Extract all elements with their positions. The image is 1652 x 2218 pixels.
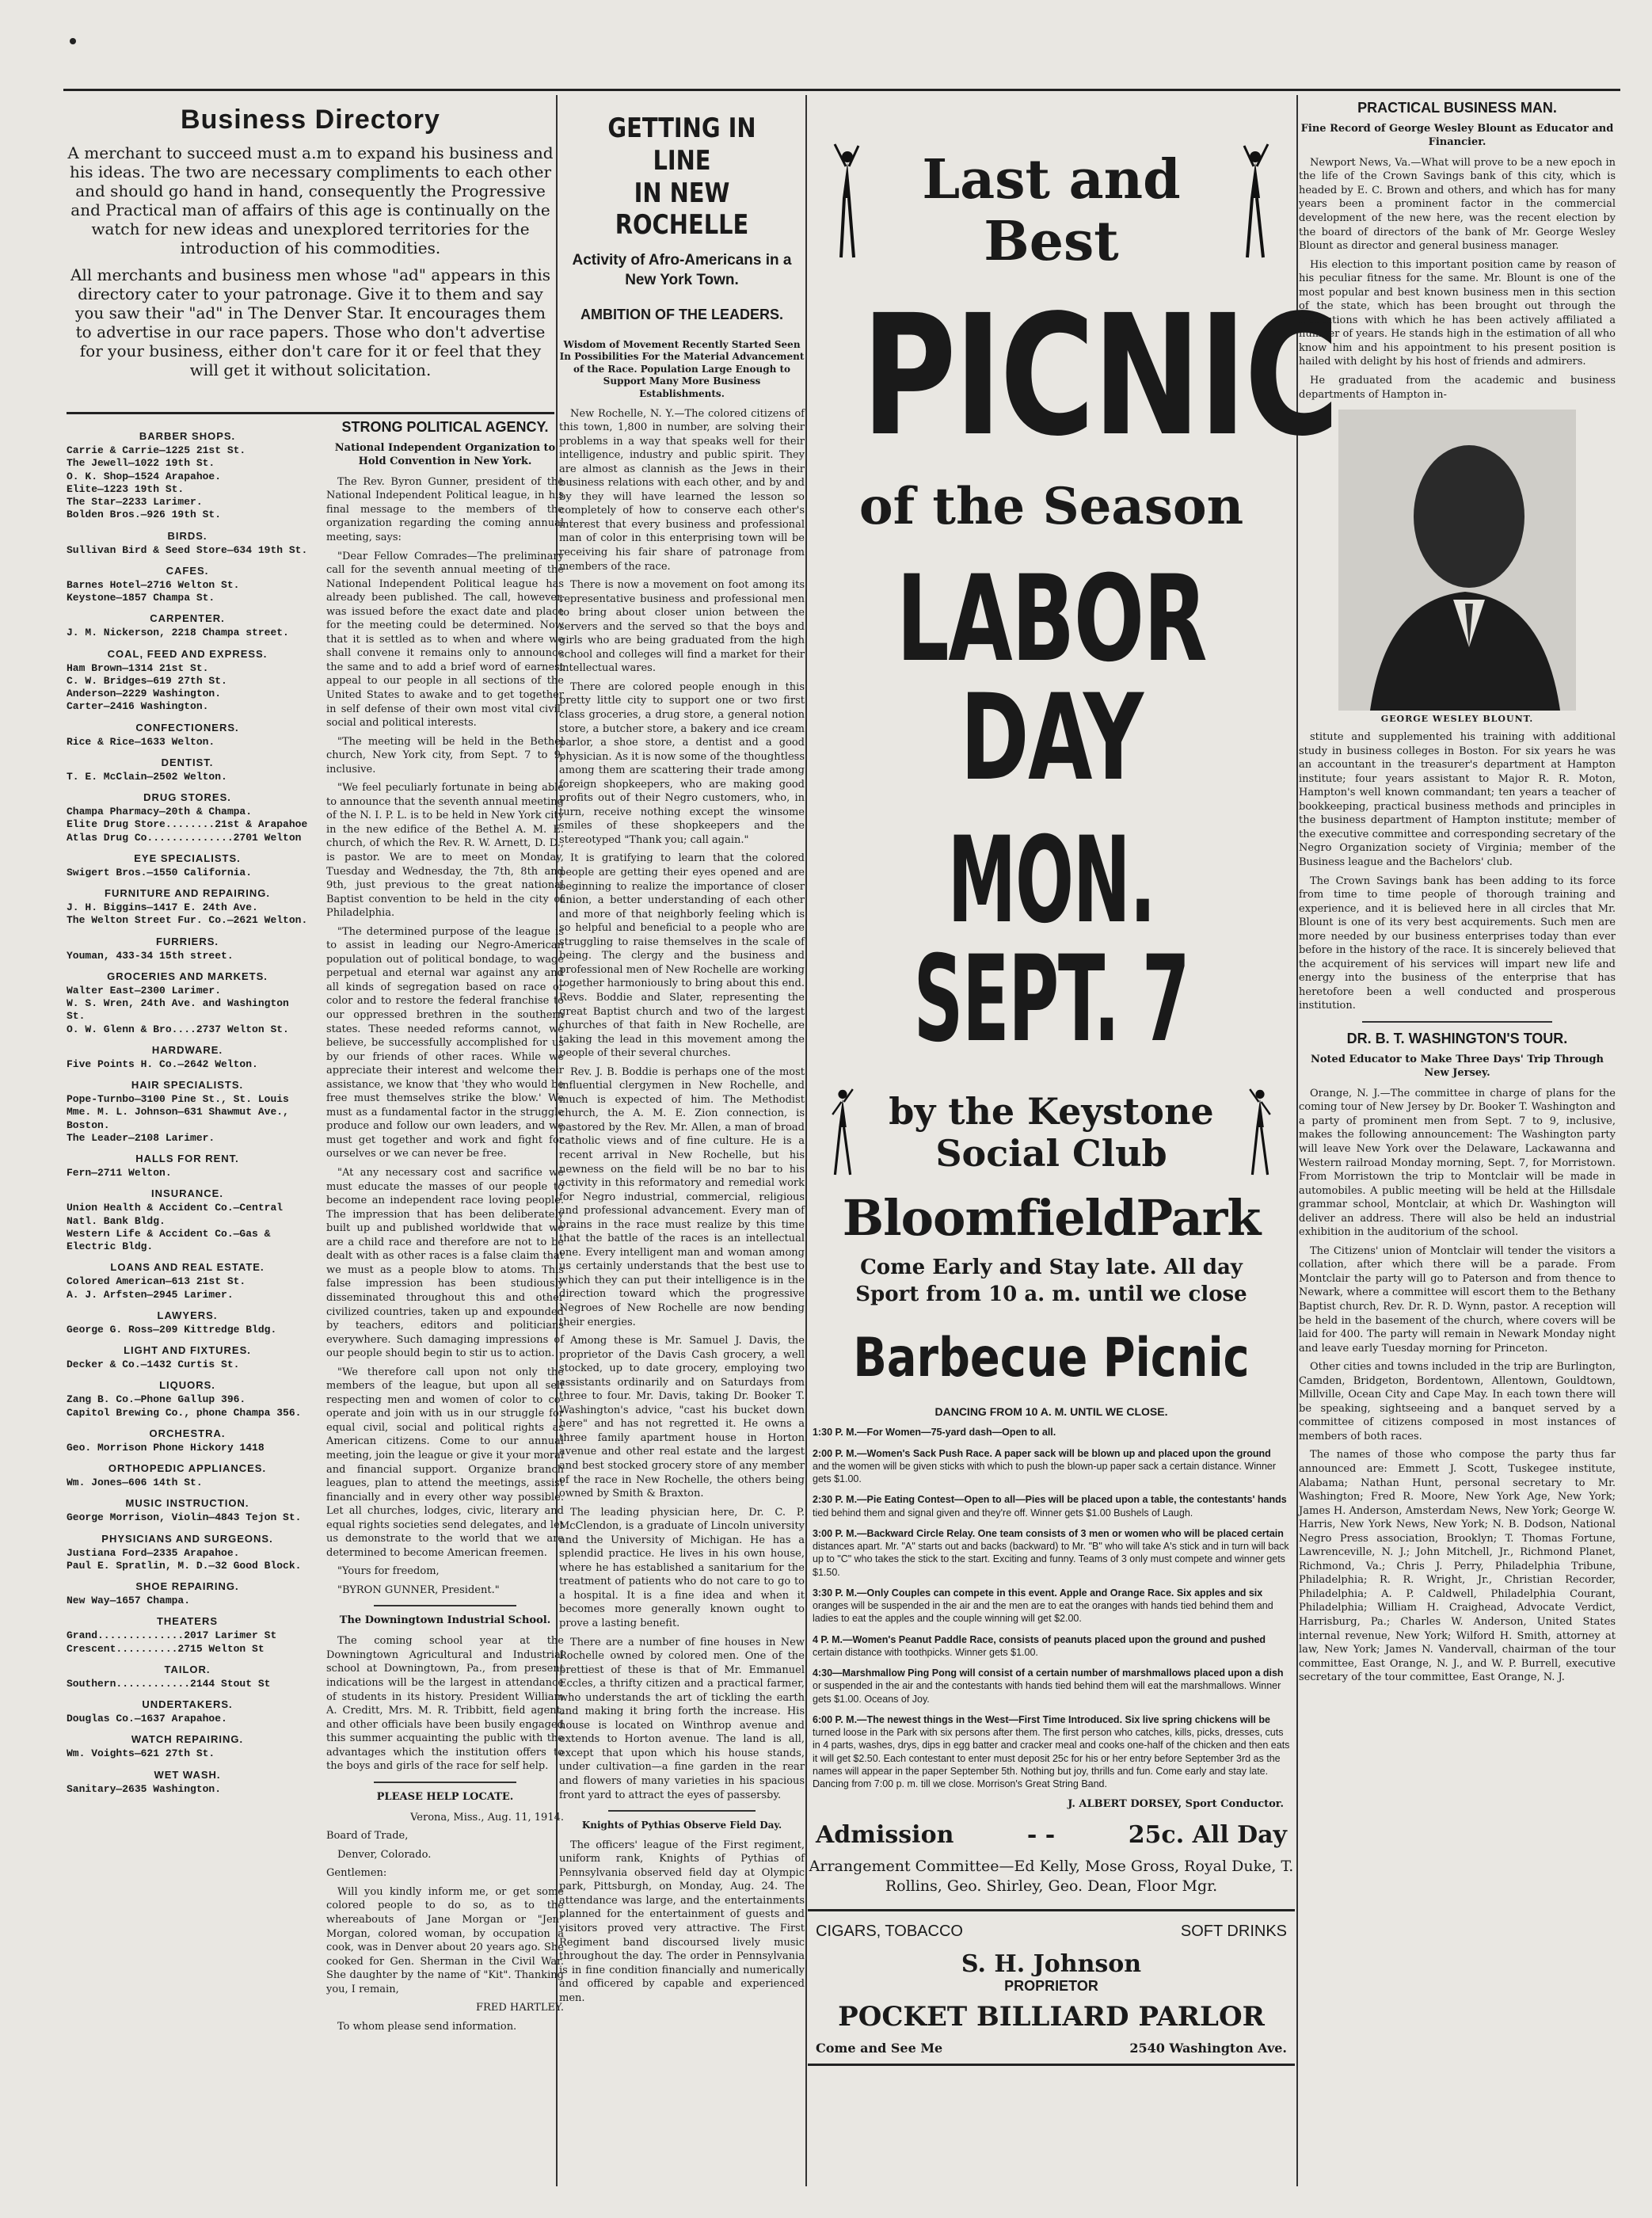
divider [374,1782,516,1783]
rochelle-paragraph: New Rochelle, N. Y.—The colored citizens of this town, 1,800 in number, are solving their problems in a way that speaks well for their intelligence, industry and public spirit. They are almost as clannish as the Jews in their business relations with each other, and by and by they will have learned the lesson so completely of how to conserve each other's interest that every business and professional man of color in this enterprising town will be receiving his fair share of patronage from members of the race. [559,407,805,573]
directory-title: Business Directory [181,105,440,135]
directory-section-heading: TAILOR. [164,1663,211,1675]
directory-entry: Carter—2416 Washington. [67,700,209,713]
directory-entry: T. E. McClain—2502 Welton. [67,770,227,783]
event-item: 2:30 P. M.—Pie Eating Contest—Open to all—Pies will be placed upon a table, the contestants' hands tied behind them and signal given and they're off. Winner gets $1.00 Bushels of Laugh. [813,1494,1287,1519]
directory-entry: Walter East—2300 Larimer. [67,984,222,997]
directory-section-heading: WET WASH. [154,1768,221,1781]
come-early-text [808,1255,1295,1309]
washington-paragraph: The Citizens' union of Montclair will tender the visitors a collation, after which there will be a parade. From Montclair the party will go to Paterson and from thence to Newark, where a committee will escort them to the Bethany Baptist church, Rev. Dr. R. D. Wynn, pastor. A reception will be held in the basement of the church, where covers will be laid for 400. The party will remain in Newark Monday night and leave early Tuesday morning for Princeton. [1299,1244,1616,1355]
directory-section [67,1615,308,1656]
come-early-line: Sport from 10 a. m. until we close [855,1282,1247,1306]
locate-signature: FRED HARTLEY. [476,2002,564,2014]
directory-section [67,1769,308,1796]
divider [374,1605,516,1606]
come-early-line: Come Early and Stay late. All day [860,1255,1243,1279]
directory-section [67,1698,308,1725]
directory-section [67,1733,308,1760]
directory-entry: Mme. M. L. Johnson—631 Shawmut Ave., Boston. [67,1106,289,1131]
picnic-advertisement [808,95,1338,2202]
portrait-caption: GEORGE WESLEY BLOUNT. [1380,714,1534,725]
admission-dashes: - - [1026,1821,1056,1850]
directory-section [67,852,308,879]
directory-section-heading: GROCERIES AND MARKETS. [107,970,268,982]
directory-entry: Five Points H. Co.—2642 Welton. [67,1058,258,1070]
directory-intro-paragraph: A merchant to succeed must a.m to expand his business and his ideas. The two are necessary compliments to each other and should go hand in hand, consequently the Progressive and Practical man of affairs of this age is continually on the watch for new ideas and unexplored territories for the introduction of his commodities. [67,143,554,257]
right-column [1299,95,1616,2202]
directory-section-heading: INSURANCE. [151,1187,223,1200]
directory-intro [67,143,554,379]
directory-entry: Crescent..........2715 Welton St [67,1642,265,1655]
blount-body [1299,156,1616,402]
directory-entry: The Welton Street Fur. Co.—2621 Welton. [67,914,308,927]
directory-entry: Sanitary—2635 Washington. [67,1782,222,1795]
rochelle-headline-line: IN NEW ROCHELLE [615,177,749,242]
directory-entry: Ham Brown—1314 21st St. [67,661,209,674]
directory-section [67,1187,308,1253]
downingtown-headline: The Downingtown Industrial School. [339,1614,551,1627]
locate-body: Will you kindly inform me, or get some colored people to do so, as to the whereabouts of Jane Morgan or "Jen" Morgan, colored woman, by occupation a cook, was in Denver about 20 years ago. She cooked for Gen. Sherman in the Civil War. She daughter by the name of "Kit". Thanking you, I remain, [326,1885,564,1995]
directory-section-heading: CARPENTER. [150,612,225,625]
proprietor-name: S. H. Johnson [961,1949,1142,1978]
directory-entry: Atlas Drug Co..............2701 Welton [67,831,302,844]
washington-headline: DR. B. T. WASHINGTON'S TOUR. [1346,1031,1568,1047]
locate-address-line: Denver, Colorado. [337,1848,432,1861]
agency-paragraph: "Dear Fellow Comrades—The preliminary call for the seventh annual meeting of the National Independent Political league has already been published. The call, however, was issued before the exact date and place for the meeting could be determined. Now that it is settled as to when and where we shall convene it remains only to announce the same and to add a brief word of earnest appeal to our people in all sections of the United States to awake and to get together in self defense of their own most vital civil, social and political interests. [326,550,564,730]
directory-section-heading: BIRDS. [167,529,207,542]
agency-paragraph: "BYRON GUNNER, President." [337,1583,500,1596]
come-see-me: Come and See Me [816,2040,943,2056]
directory-entry: Anderson—2229 Washington. [67,688,222,699]
event-item: 4:30—Marshmallow Ping Pong will consist of a certain number of marshmallows placed upon a dish or suspended in the air and the contestants with hands tied behind them will eat the marshmallows. Winner gets $1.00. Oceans of Joy. [813,1667,1284,1705]
directory-entry: Colored American—613 21st St. [67,1275,246,1288]
soft-drinks-label: SOFT DRINKS [1180,1922,1287,1940]
directory-section [67,1261,308,1301]
event-item: 4 P. M.—Women's Peanut Paddle Race, consists of peanuts placed upon the ground and pushed certain distance with toothpicks. Winner gets $1.00. [813,1633,1266,1658]
directory-entry: Youman, 433-34 15th street. [67,949,234,962]
directory-section [67,1664,308,1690]
last-and-best-line: Last and [922,148,1181,212]
parlor-address: 2540 Washington Ave. [1129,2040,1287,2056]
directory-entry: The Star—2233 Larimer. [67,496,203,508]
proprietor-label: PROPRIETOR [1004,1977,1098,1994]
rochelle-paragraph: Rev. J. B. Boddie is perhaps one of the most influential clergymen in New Rochelle, and much is expected of him. The Methodist church, the A. M. E. Zion connection, is pastored by the Rev. Mr. Allen, a man of broad catholic views and of fine culture. He is a recent arrival in New Rochelle, but his newness on the field will be no bar to his activity in this reformatory and remedial work for Negro industrial, commercial, religious and professional advancement. Every man of brains in the race must realize by this time that the battle of the races is an intellectual one. Every intelligent man and woman among us certainly understands that the best use to which they can put their intelligence is in the direction toward which the progressive Negroes of New Rochelle are now bending their energies. [559,1065,805,1328]
directory-entry: W. S. Wren, 24th Ave. and Washington St. [67,997,289,1023]
rochelle-deck-2: AMBITION OF THE LEADERS. [580,306,783,322]
directory-section-heading: THEATERS [156,1615,219,1628]
directory-section [67,970,308,1036]
rochelle-paragraph: There is now a movement on foot among its representative business and professional men to bring about closer union between the servers and the served so that the boys and girls who are being graduated from the high school and colleges will find a market for their intellectual wares. [559,579,805,675]
directory-entry: Keystone—1857 Champa St. [67,592,215,604]
rochelle-deck: Activity of Afro-Americans in a New York Town. [572,252,792,288]
agency-paragraph: The Rev. Byron Gunner, president of the National Independent Political league, in his final message to the members of the organization regarding the coming annual meeting, says: [326,475,564,543]
venue-name: BloomfieldPark [842,1188,1261,1247]
knights-body [559,1839,805,2006]
business-directory-column [67,95,564,2202]
portrait-photo [1338,410,1576,711]
agency-paragraph: "We feel peculiarly fortunate in being able to announce that the seventh annual meeting of the N. I. P. L. is to be held in New York city in the new edifice of the Bethel A. M. E. church, of which the Rev. R. W. Arnett, D. D., is pastor. We are to meet on Monday, Tuesday and Wednesday, the 7th, 8th and 9th, just previous to the great national Baptist convention to be held in the city of Philadelphia. [326,782,564,920]
blount-body-continued [1299,730,1616,1013]
directory-section-heading: CONFECTIONERS. [135,721,239,734]
directory-body [67,412,564,2033]
dancing-line: DANCING FROM 10 A. M. UNTIL WE CLOSE. [934,1405,1168,1419]
directory-section-heading: ORCHESTRA. [149,1427,226,1439]
washington-body [1299,1087,1616,1685]
blount-paragraph: His election to this important position came by reason of his peculiar fitness for the same. Mr. Blount is one of the most popular and best known business men in this section of the state, which has been brought out through the institutions with which he has been actively affiliated a number of years. He stands high in the estimation of all who know him and his appointment to his present position is hailed with delight by his host of friends and admirers. [1299,258,1616,368]
directory-section [67,565,308,605]
picnic-headline: PICNIC [861,279,1338,473]
directory-entry: C. W. Bridges—619 27th St. [67,674,227,687]
cigars-label: CIGARS, TOBACCO [816,1922,963,1940]
directory-entry: Carrie & Carrie—1225 21st St. [67,444,246,456]
keystone-club [808,1091,1295,1175]
directory-entry: Sullivan Bird & Seed Store—634 19th St. [67,543,308,556]
dancer-figure-icon [827,1083,858,1178]
event-schedule [808,1426,1295,1790]
directory-section-heading: EYE SPECIALISTS. [134,852,241,864]
directory-section [67,1427,308,1454]
directory-section-heading: BARBER SHOPS. [139,430,236,442]
directory-entry: Rice & Rice—1633 Welton. [67,735,215,748]
directory-entry: New Way—1657 Champa. [67,1595,191,1606]
top-rule [63,89,1620,91]
blount-paragraph: The Crown Savings bank has been adding to its force from time to time people of thorough training and experience, and it is believed here in all circles that Mr. Blount is one of its very best acquirements. Such men are more needed by our business enterprises today than ever before in the history of the race. It is sincerely believed that the acquirement of his services will impart new life and energy into the business of the enterprise that has heretofore been a well conducted and prosperous institution. [1299,875,1616,1012]
event-item: 2:00 P. M.—Women's Sack Push Race. A paper sack will be blown up and placed upon the ground and the women will be given sticks with which to push the blown-up paper sack a certain distance. Winner gets $1.00. [813,1447,1277,1485]
keystone-block [808,1091,1295,1175]
rochelle-paragraph: Among these is Mr. Samuel J. Davis, the proprietor of the Davis Cash grocery, a well stocked, up to date grocery, employing two assistants ordinarily and on Saturdays from three to four. Mr. Davis, taking Dr. Booker T. Washington's advice, "cast his bucket down here" and has not regretted it. He owns a three family apartment house in Horton avenue and other real estate and the largest and best stocked grocery store of any member of the race in New Rochelle, the others being owned by Smith & Braxton. [559,1335,805,1500]
directory-entry: O. K. Shop—1524 Arapahoe. [67,470,222,482]
new-rochelle-column [559,95,805,2202]
directory-section-heading: COAL, FEED AND EXPRESS. [107,647,268,660]
directory-entry: Capitol Brewing Co., phone Champa 356. [67,1406,302,1419]
directory-entry: Fern—2711 Welton. [67,1167,172,1179]
keystone-line: by the Keystone [889,1090,1214,1133]
directory-entry: Douglas Co.—1637 Arapahoe. [67,1713,227,1724]
directory-entry: J. M. Nickerson, 2218 Champa street. [67,627,289,639]
barbecue-headline: Barbecue Picnic [853,1327,1250,1390]
directory-entry: Wm. Voights—621 27th St. [67,1747,215,1760]
directory-section-heading: HALLS FOR RENT. [135,1153,239,1164]
directory-section [67,1044,308,1071]
directory-section-heading: ORTHOPEDIC APPLIANCES. [108,1462,267,1474]
directory-section-heading: MUSIC INSTRUCTION. [125,1497,249,1510]
directory-list [67,422,308,1796]
locate-address-line: Gentlemen: [326,1867,387,1880]
directory-entry: Champa Pharmacy—20th & Champa. [67,806,253,817]
agency-paragraph: "Yours for freedom, [337,1565,440,1578]
agency-paragraph: "At any necessary cost and sacrifice we must educate the masses of our people to become an independent race loving people. The impression that has been deliberately built up and published worldwide that we are a child race and therefore are not to be dealt with as other races is a false claim that we must as a people blow to atoms. This false impression has been studiously disseminated throughout this and other civilized countries, taken up and expounded by teachers, editors and politicians everywhere. Such damaging impressions of our people should begin to stir us to action. [326,1167,564,1360]
directory-section-heading: SHOE REPAIRING. [135,1580,239,1592]
billiard-parlor-ad [808,1909,1295,2066]
directory-section-heading: LAWYERS. [157,1309,218,1321]
directory-section-heading: FURNITURE AND REPAIRING. [105,887,270,899]
dancer-figure-icon [832,143,863,261]
divider [608,1810,756,1812]
directory-entry: O. W. Glenn & Bro....2737 Welton St. [67,1023,289,1035]
rochelle-paragraph: The leading physician here, Dr. C. P. McClendon, is a graduate of Lincoln university and the University of Michigan. He has a splendid practice. He lives in his own house, where he has established a sanitarium for the treatment of patients who do not care to go to a hospital. It is a fine idea and when it becomes more generally known ought to prove a lasting benefit. [559,1506,805,1630]
directory-entry: J. H. Biggins—1417 E. 24th Ave. [67,901,258,913]
directory-section-heading: WATCH REPAIRING. [131,1733,244,1746]
directory-section-heading: CAFES. [166,564,209,577]
parlor-name: POCKET BILLIARD PARLOR [838,2000,1265,2033]
portrait-image [1338,410,1576,711]
date-line: MON. SEPT. 7 [913,812,1190,1069]
blount-paragraph: Newport News, Va.—What will prove to be a new epoch in the life of the Crown Savings bank of this city, which is headed by E. C. Brown and others, and which has for many years been a prominent factor in the commercial development of the new here, was the recent election by the board of directors of the bank of Mr. George Wesley Blount as director and general business manager. [1299,156,1616,253]
rochelle-paragraph: There are a number of fine houses in New Rochelle owned by colored men. One of the prettiest of these is that of Mr. Emmanuel Eccles, a thrifty citizen and a practical farmer, who understands the art of tickling the earth and making it bring forth the increase. His house is located on Winthrop avenue and extends to Horton avenue. The land is all, except that upon which his house stands, under cultivation—a fine garden in the rear and flowers of many varieties in his spacious front yard to attract the eyes of passersby. [559,1636,805,1801]
locate-footer: To whom please send information. [337,2020,517,2033]
directory-section [67,1497,308,1524]
directory-section [67,756,308,783]
directory-section [67,530,308,557]
directory-intro-paragraph: All merchants and business men whose "ad" appears in this directory cater to your patronage. Give it to them and say you saw their "ad" in The Denver Star. It encourages them to advertise in our race papers. Those who don't advertise for your business, either don't care for it or feel that they will get it without solicitation. [70,265,551,379]
agency-body [326,475,564,1598]
washington-subhead: Noted Educator to Make Three Days' Trip Through New Jersey. [1311,1054,1604,1079]
directory-section-heading: HAIR SPECIALISTS. [131,1079,244,1091]
directory-section-heading: DENTIST. [161,756,214,768]
directory-section [67,1533,308,1573]
directory-section-heading: LIGHT AND FIXTURES. [124,1344,251,1356]
directory-entry: Decker & Co.—1432 Curtis St. [67,1359,240,1370]
rochelle-body [559,407,805,1803]
directory-entry: Elite Drug Store........21st & Arapahoe [67,818,308,831]
washington-paragraph: The names of those who compose the party thus far announced are: Emmett J. Scott, Tuskegee institute, Alabama; Nathan Hunt, personal secretary to Mr. Washington; Fred R. Moore, New York Age, New York; James H. Anderson, Amsterdam News, New York; George W. Harris, New York News, New York; N. B. Dodson, National Negro Press association, Brooklyn; T. Thomas Fortune, Lawrenceville, N. J.; John Mitchell, Jr., Richmond Planet, Richmond, Va.; Chris J. Perry, Philadelphia Tribune, Philadelphia; R. R. Wright, Jr., Christian Recorder, Philadelphia; A. P. Caldwell, Philadelphia Courant, Philadelphia; William H. Craighead, Advocate Verdict, Harrisburg, Pa.; Charles W. Anderson, United States internal revenue, New York; Wilford H. Smith, attorney at law, New York; James N. Vandervall, chairman of the tour committee, East Orange, N. J., and W. P. Burrell, executive secretary of the tour committee, East Orange, N. J. [1299,1449,1616,1684]
blount-subhead: Fine Record of George Wesley Blount as Educator and Financier. [1300,123,1614,148]
sport-conductor: J. ALBERT DORSEY, Sport Conductor. [1068,1798,1284,1811]
locate-address-line: Board of Trade, [326,1830,409,1843]
admission-price: 25c. All Day [1128,1821,1287,1850]
directory-entry: Southern............2144 Stout St [67,1677,271,1690]
directory-section [67,936,308,962]
admission-line [808,1821,1295,1849]
agency-paragraph: "We therefore call upon not only the members of the league, but upon all self respecting men and women of color to co-operate and join with us in our struggle for equal civil, social and political rights as American citizens. Come to our annual meeting, join the league or give it your moral and financial support. Organize branch leagues, plan to attend the meetings, assist financially and in every other way possible. Let all churches, lodges, civic, literary and equal rights societies send delegates, and let us demonstrate to the world that we are determined to become American freemen. [326,1366,564,1559]
page-mark [70,38,76,44]
directory-entry: Swigert Bros.—1550 California. [67,866,253,878]
agency-subhead: National Independent Organization to Hold Convention in New York. [334,442,556,467]
directory-entry: Union Health & Accident Co.—Central Natl. Bank Bldg. [67,1202,284,1227]
directory-section-heading: LIQUORS. [159,1379,215,1392]
agency-headline: STRONG POLITICAL AGENCY. [341,419,549,435]
last-and-best [808,95,1295,272]
directory-section [67,1580,308,1607]
directory-section [67,612,308,639]
directory-entry: George Morrison, Violin—4843 Tejon St. [67,1511,302,1524]
agency-paragraph: "The determined purpose of the league is to assist in leading our Negro-American population out of political bondage, to wage perpetual and eternal war against any and all kinds of segregation based on race or color and to restore the federal franchise to our oppressed brethren in the southern states. These needed reforms cannot, we believe, be successfully accomplished for us by our friends of other races. While we appreciate their interest and welcome their assistance, we know that 'they who would be free must themselves strike the blow.' We must as a fundamental factor in the struggle produce and follow our own leaders, and we must get together and work and fight for ourselves or we can never be free. [326,925,564,1160]
event-item: 3:00 P. M.—Backward Circle Relay. One team consists of 3 men or women who will be placed certain distances apart. Mr. "A" starts out and backs (backward) to Mr. "B" who will take A's stick and in turn will back up to "C" who takes the stick to the start. Exciting and funny. Teams of 3 only must compete and winner gets $1.50. [813,1527,1289,1578]
directory-section [67,722,308,749]
directory-section-heading: UNDERTAKERS. [142,1698,233,1710]
event-item: 1:30 P. M.—For Women—75-yard dash—Open to all. [813,1427,1056,1439]
directory-section-heading: HARDWARE. [151,1043,223,1056]
season-line: of the Season [858,477,1244,536]
directory-entry: The Leader—2108 Larimer. [67,1131,215,1144]
directory-section [67,887,308,928]
directory-entry: A. J. Arfsten—2945 Larimer. [67,1288,234,1301]
directory-section [67,1344,308,1371]
directory-section [67,1309,308,1336]
washington-paragraph: Orange, N. J.—The committee in charge of plans for the coming tour of New Jersey by Dr. Booker T. Washington and a party of prominent men from Sept. 7 to 9, inclusive, makes the following announcement: The Washington party will leave New York over the Delaware, Lackawanna and Western railroad Monday morning, Sept. 7, for Morristown. From Morristown the trip to Montclair will be made in automobiles. A public meeting will be held at the Hillsdale grammar school, Montclair, at which Dr. Washington will deliver an address. There will also be held an industrial exhibition in the auditorium of the school. [1299,1087,1616,1239]
directory-entry: Paul E. Spratlin, M. D.—32 Good Block. [67,1559,302,1572]
directory-entry: Pope-Turnbo—3100 Pine St., St. Louis [67,1093,289,1105]
arrangement-committee: Arrangement Committee—Ed Kelly, Mose Gross, Royal Duke, T. Rollins, Geo. Shirley, Geo. Dean, Floor Mgr. [809,1858,1294,1896]
directory-entry: Elite—1223 19th St. [67,482,185,495]
knights-headline: Knights of Pythias Observe Field Day. [581,1820,782,1831]
event-item: 6:00 P. M.—The newest things in the West—First Time Introduced. Six live spring chickens will be turned loose in the Park with six persons after them. The first person who catches, kills, picks, dresses, cuts in 4 parts, washes, drys, dips in egg batter and cracker meal and cooks one-half of the chicken and then eats it will get $2.50. Each contestant to enter must deposit 25c for his or her entry before September 3rd as the names will appear in the paper September 5th. Nothing but joy, thrills and fun. Come early and stay late. Dancing from 7:00 p. m. till we close. Morrison's Great String Band. [813,1713,1290,1790]
directory-entry: Western Life & Accident Co.—Gas & Electric Bldg. [67,1227,271,1252]
agency-paragraph: "The meeting will be held in the Bethel church, New York city, from Sept. 7 to 9, inclusive. [326,735,564,776]
directory-entry: Bolden Bros.—926 19th St. [67,509,222,521]
directory-entry: Wm. Jones—606 14th St. [67,1477,203,1488]
knights-paragraph: The officers' league of the First regiment, uniform rank, Knights of Pythias of Pennsylvania observed field day at Olympic park, Pittsburgh, on Monday, Aug. 24. The attendance was large, and the entertainments planned for the entertainment of guests and visitors proved very attractive. The First Regiment band discoursed lively music throughout the day. The order in Pennsylvania is in fine condition financially and numerically and officered by capable and experienced men. [559,1839,805,2004]
directory-entry: George G. Ross—209 Kittredge Bldg. [67,1323,277,1336]
directory-entry: Zang B. Co.—Phone Gallup 396. [67,1393,246,1406]
labor-day-line: LABOR DAY [896,551,1207,807]
directory-section [67,430,308,522]
directory-section [67,1153,308,1180]
downingtown-body [326,1634,564,1773]
directory-section-heading: PHYSICIANS AND SURGEONS. [101,1532,273,1545]
downingtown-paragraph: The coming school year at the Downingtown Agricultural and Industrial school at Downingtown, Pa., from present indications will be the largest in attendance of students in its history. President William A. Creditt, Mrs. M. R. Tribbitt, field agent, and other officials have been busily engaged this summer acquainting the public with the advantages which the institution offers to the boys and girls of the race for self help. [326,1635,564,1773]
locate-dateline: Verona, Miss., Aug. 11, 1914. [410,1811,564,1824]
directory-entry: Geo. Morrison Phone Hickory 1418 [67,1441,265,1454]
directory-section [67,1079,308,1145]
directory-section [67,648,308,714]
last-and-best-line: Best [984,210,1119,274]
directory-section [67,1462,308,1489]
locate-letter [326,1811,564,2034]
directory-section-heading: FURRIERS. [155,935,219,947]
rochelle-summary: Wisdom of Movement Recently Started Seen In Possibilities For the Material Advancement of the Race. Population Large Enough to Support Many More Business Establishments. [559,338,805,399]
rochelle-paragraph: It is gratifying to learn that the colored people are getting their eyes opened and are beginning to realize the importance of closer union, a better understanding of each other and more of that neighborly feeling which is so helpful and beneficial to a people who are struggling to raise themselves in the scale of being. The clergy and the business and professional men of New Rochelle are working together harmoniously to bring about this end. Revs. Boddie and Slater, representing the great Baptist church and two of the largest churches of that faith in New Rochelle, are taking the lead in this movement among the people of their several churches. [559,852,805,1060]
admission-label: Admission [816,1821,954,1850]
directory-entry: Justiana Ford—2335 Arapahoe. [67,1546,240,1559]
directory-section-heading: LOANS AND REAL ESTATE. [110,1261,265,1274]
blount-paragraph: He graduated from the academic and business departments of Hampton in- [1299,374,1616,401]
directory-entry: Barnes Hotel—2716 Welton St. [67,578,240,591]
blount-headline: PRACTICAL BUSINESS MAN. [1357,100,1557,116]
directory-section [67,791,308,844]
directory-entry: The Jewell—1022 19th St. [67,457,215,470]
rochelle-headline-line: GETTING IN LINE [607,112,756,177]
column-divider [805,95,807,2186]
washington-paragraph: Other cities and towns included in the trip are Burlington, Camden, Bridgeton, Bordentown, Allentown, Gouldtown, Millville, Ocean City and Cape May. In each town there will be speaking, sightseeing and a banquet served by a committee of citizens composed in most instances of members of both races. [1299,1361,1616,1442]
directory-section [67,1379,308,1420]
locate-headline: PLEASE HELP LOCATE. [376,1790,514,1803]
ad-header [808,95,1295,285]
rochelle-headline [577,112,786,242]
dancer-figure-icon [1239,143,1271,261]
directory-section-heading: DRUG STORES. [143,791,231,803]
rochelle-paragraph: There are colored people enough in this pretty little city to support one or two first class groceries, a drug store, a general notion store, a butcher store, a bakery and ice cream parlor, a shoe store, a dentist and a good physician. As it is now some of the thoughtless among them are scattering their trade among foreign shopkeepers, who are making good profits out of their Negro customers, who, in turn, receive nothing except the winsome smiles of these shopkeepers and the stereotyped "Thank you; call again." [559,680,805,846]
blount-paragraph: stitute and supplemented his training with additional study in business colleges in Boston. For six years he was an accountant in the treasurer's department at Hampton institute; four years assistant to Major R. R. Moton, Hampton's well known commandant; ten years a teacher of bookkeeping, practical business methods and principles in the business department of Hampton institute; member of the executive committee and corresponding secretary of the Negro Organization society of Virginia; member of the Business league and the Bachelors' club. [1299,731,1616,868]
event-item: 3:30 P. M.—Only Couples can compete in this event. Apple and Orange Race. Six apples and six oranges will be suspended in the air and the men are to eat the oranges with hands tied behind them and ladies to eat the apples and the couple winning will get $2.00. [813,1587,1273,1625]
keystone-line: Social Club [935,1131,1167,1175]
directory-entry: Grand..............2017 Larimer St [67,1629,277,1642]
divider [1362,1021,1552,1023]
dancer-figure-icon [1244,1083,1276,1178]
